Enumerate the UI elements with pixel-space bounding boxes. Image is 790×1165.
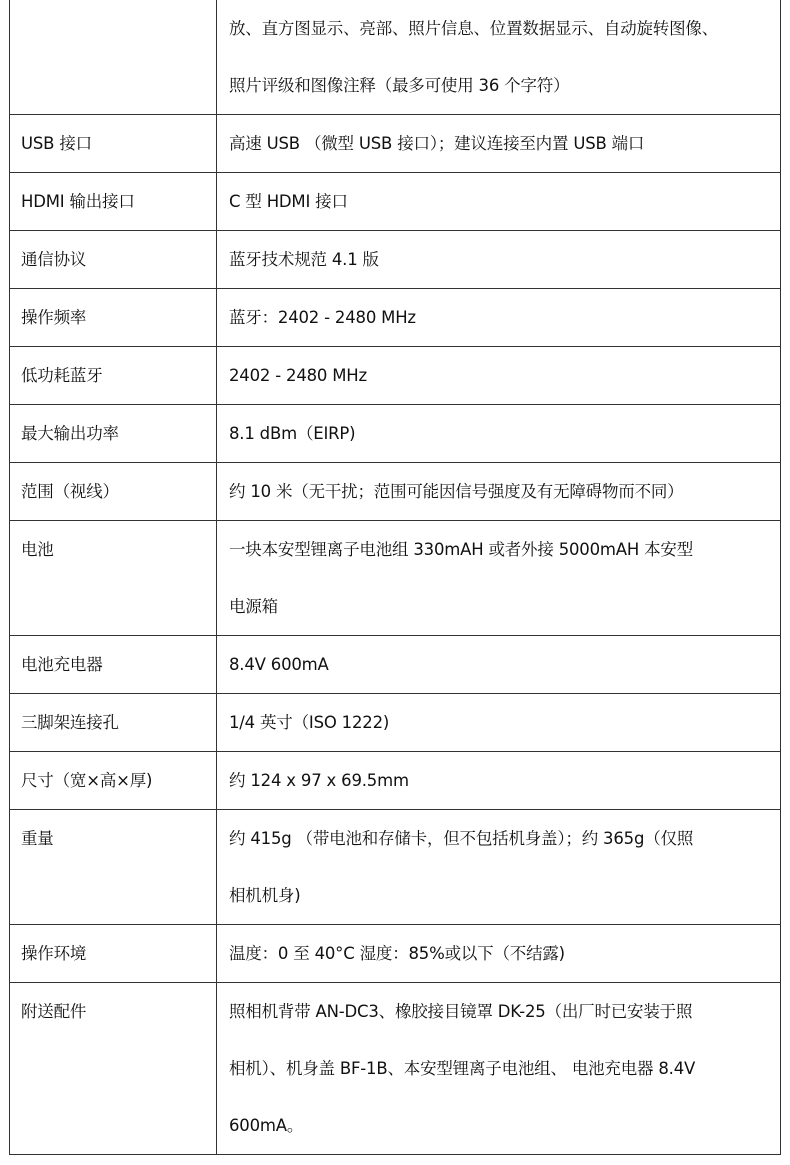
- spec-label: [10, 0, 217, 115]
- spec-row: [10, 115, 781, 173]
- spec-value-line: C 型 HDMI 接口: [229, 192, 348, 211]
- spec-value: [217, 231, 781, 289]
- spec-table: [9, 0, 781, 1155]
- spec-row: [10, 521, 781, 636]
- spec-value-line: 8.4V 600mA: [229, 655, 329, 674]
- spec-row: [10, 289, 781, 347]
- spec-value: [217, 636, 781, 694]
- spec-label-text: USB 接口: [21, 134, 92, 153]
- spec-label: [10, 925, 217, 983]
- spec-value: [217, 694, 781, 752]
- spec-value-line: 一块本安型锂离子电池组 330mAH 或者外接 5000mAH 本安型: [229, 540, 693, 559]
- spec-label-text: HDMI 输出接口: [21, 192, 135, 211]
- spec-value-line: 蓝牙技术规范 4.1 版: [229, 250, 379, 269]
- spec-label: [10, 347, 217, 405]
- spec-label: [10, 463, 217, 521]
- spec-value-line: 约 415g （带电池和存储卡，但不包括机身盖）；约 365g（仅照: [229, 829, 694, 848]
- spec-label: [10, 405, 217, 463]
- spec-label: [10, 810, 217, 925]
- spec-label: [10, 289, 217, 347]
- spec-value-line: 蓝牙：2402 - 2480 MHz: [229, 308, 416, 327]
- spec-value: [217, 521, 781, 636]
- spec-value: [217, 115, 781, 173]
- spec-label-text: [21, 0, 216, 57]
- spec-value-line: 8.1 dBm（EIRP): [229, 424, 356, 443]
- spec-value-line: 1/4 英寸（ISO 1222): [229, 713, 390, 732]
- spec-table-body: [10, 0, 781, 1155]
- spec-label: [10, 636, 217, 694]
- spec-row: [10, 752, 781, 810]
- spec-value-line: 放、直方图显示、亮部、照片信息、位置数据显示、自动旋转图像、: [229, 19, 719, 38]
- spec-row: [10, 983, 781, 1155]
- spec-value-line: 约 124 x 97 x 69.5mm: [229, 771, 409, 790]
- spec-row: [10, 231, 781, 289]
- spec-label: [10, 983, 217, 1155]
- spec-value-line: 600mA。: [229, 1116, 304, 1135]
- spec-row: [10, 173, 781, 231]
- spec-label: [10, 694, 217, 752]
- spec-label-text: 附送配件: [21, 1002, 87, 1021]
- spec-row: [10, 0, 781, 115]
- spec-label-text: 三脚架连接孔: [21, 713, 119, 732]
- spec-label-text: 操作环境: [21, 944, 87, 963]
- spec-value-line: 照片评级和图像注释（最多可使用 36 个字符）: [229, 76, 570, 95]
- spec-row: [10, 694, 781, 752]
- spec-label-text: 通信协议: [21, 250, 87, 269]
- spec-label-text: 电池充电器: [21, 655, 103, 674]
- spec-row: [10, 925, 781, 983]
- spec-label: [10, 115, 217, 173]
- spec-value: [217, 405, 781, 463]
- spec-row: [10, 405, 781, 463]
- spec-value: [217, 289, 781, 347]
- spec-label-text: 低功耗蓝牙: [21, 366, 103, 385]
- spec-value: [217, 752, 781, 810]
- spec-value-line: 电源箱: [229, 597, 278, 616]
- spec-row: [10, 810, 781, 925]
- spec-value: [217, 925, 781, 983]
- spec-label-text: 范围（视线）: [21, 482, 119, 501]
- spec-value: [217, 173, 781, 231]
- spec-label-text: 最大输出功率: [21, 424, 119, 443]
- spec-row: [10, 463, 781, 521]
- spec-value: [217, 463, 781, 521]
- spec-value: [217, 810, 781, 925]
- spec-value-line: 相机）、机身盖 BF-1B、本安型锂离子电池组、 电池充电器 8.4V: [229, 1059, 696, 1078]
- spec-value-line: 温度：0 至 40°C 湿度：85%或以下（不结露): [229, 944, 565, 963]
- spec-value: [217, 983, 781, 1155]
- spec-value-line: 约 10 米（无干扰；范围可能因信号强度及有无障碍物而不同）: [229, 482, 684, 501]
- spec-value: [217, 0, 781, 115]
- spec-label: [10, 231, 217, 289]
- spec-label: [10, 173, 217, 231]
- spec-label-text: 操作频率: [21, 308, 87, 327]
- spec-label: [10, 521, 217, 636]
- spec-value-line: 高速 USB （微型 USB 接口）；建议连接至内置 USB 端口: [229, 134, 645, 153]
- spec-value-line: 2402 - 2480 MHz: [229, 366, 367, 385]
- spec-label-text: 重量: [21, 829, 54, 848]
- spec-value-line: 相机机身): [229, 886, 301, 905]
- spec-row: [10, 636, 781, 694]
- spec-label-text: 尺寸（宽×高×厚): [21, 771, 153, 790]
- spec-label: [10, 752, 217, 810]
- spec-value-line: 照相机背带 AN-DC3、橡胶接目镜罩 DK-25（出厂时已安装于照: [229, 1002, 693, 1021]
- spec-row: [10, 347, 781, 405]
- spec-label-text: 电池: [21, 540, 54, 559]
- spec-value: [217, 347, 781, 405]
